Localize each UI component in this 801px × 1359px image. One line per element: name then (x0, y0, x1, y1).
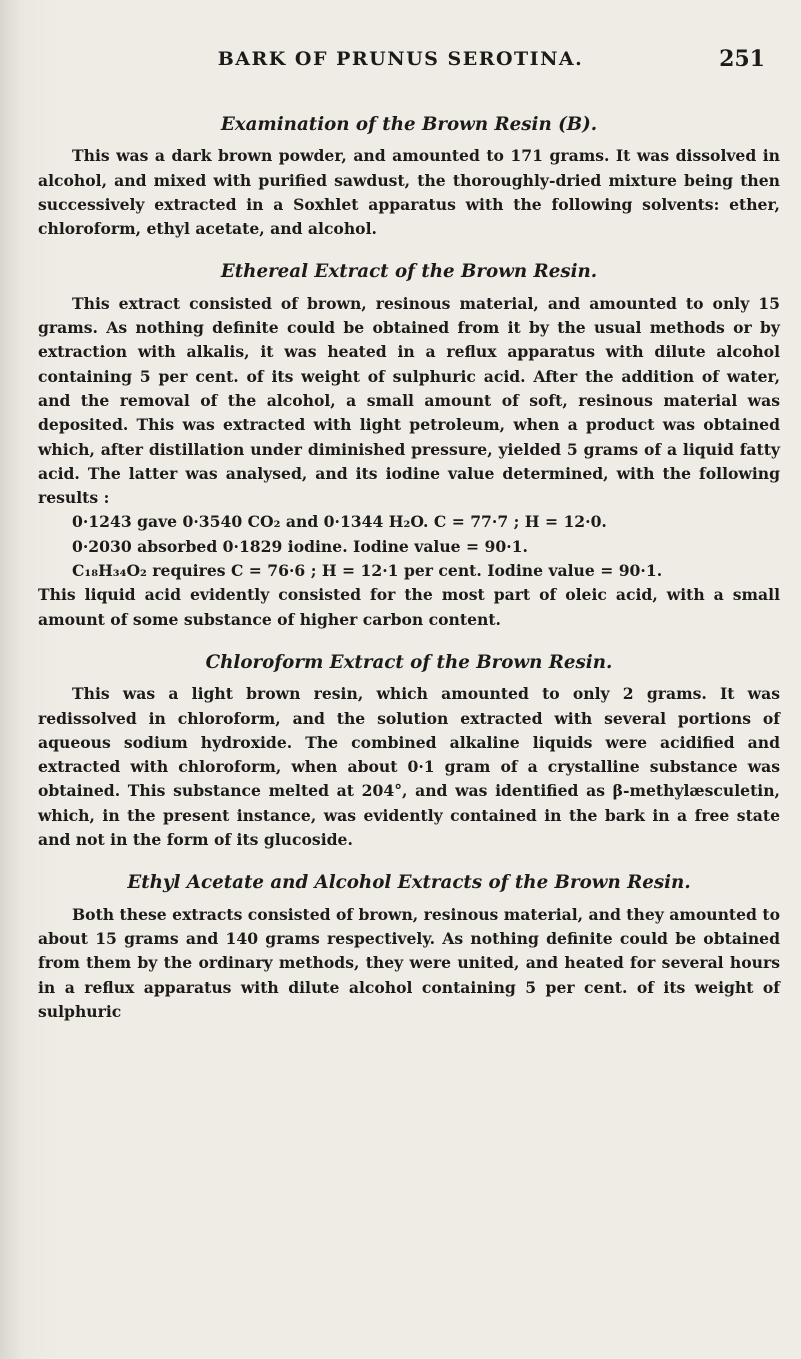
running-head-title: BARK OF PRUNUS SEROTINA. (217, 48, 584, 70)
analysis-line-iodine: 0·2030 absorbed 0·1829 iodine. Iodine value = 90·1. (72, 536, 528, 556)
paragraph-ethyl-acetate-alcohol: Both these extracts consisted of brown, resinous material, and they amounted to about 15 grams and 140 grams respectively. As nothing definite could be obtained from them by the ordinary methods, they were united, and heated for several hours in a reflux apparatus with dilute alcohol containing 5 per cent. of its weight of sulphuric (38, 904, 780, 1021)
paragraph-ethereal-extract: This extract consisted of brown, resinous material, and amounted to only 15 grams. As nothing definite could be obtained from it by the usual methods or by extraction with alkalis, it was heated in a reflux apparatus with dilute alcohol containing 5 per cent. of its weight of sulphuric acid. After the addition of water, and the removal of the alcohol, a small amount of soft, resinous material was deposited. This was extracted with light petroleum, when a product was obtained which, after distillation under diminished pressure, yielded 5 grams of a liquid fatty acid. The latter was analysed, and its iodine value determined, with the following results : (38, 293, 780, 508)
section-heading-chloroform-extract: Chloroform Extract of the Brown Resin. (205, 651, 613, 673)
paragraph-chloroform-extract: This was a light brown resin, which amounted to only 2 grams. It was redissolved in chloroform, and the solution extracted with several portions of aqueous sodium hydroxide. The combined alkaline liquids were acidified and extracted with chloroform, when about 0·1 gram of a crystalline substance was obtained. This substance melted at 204°, and was identified as β-methylæsculetin, which, in the present instance, was evidently contained in the bark in a free state and not in the form of its glucoside. (38, 684, 780, 850)
paragraph-oleic-acid-conclusion: This liquid acid evidently consisted for the most part of oleic acid, with a small amount of some substance of higher carbon content. (38, 585, 780, 629)
page-number: 251 (719, 46, 765, 72)
body-text (38, 113, 780, 1024)
running-head (0, 48, 801, 78)
section-heading-brown-resin: Examination of the Brown Resin (B). (220, 114, 598, 135)
paragraph-brown-resin: This was a dark brown powder, and amounted to 171 grams. It was dissolved in alcohol, and mixed with purified sawdust, the thoroughly-dried mixture being then successively extracted in a Soxhlet apparatus with the following solvents: ether, chloroform, ethyl acetate, and alcohol. (38, 146, 780, 239)
section-heading-ethyl-acetate-alcohol: Ethyl Acetate and Alcohol Extracts of the Brown Resin. (127, 872, 691, 894)
section-heading-ethereal-extract: Ethereal Extract of the Brown Resin. (220, 261, 598, 283)
analysis-line-combustion: 0·1243 gave 0·3540 CO₂ and 0·1344 H₂O. C = 77·7 ; H = 12·0. (72, 512, 607, 532)
analysis-line-calculated: C₁₈H₃₄O₂ requires C = 76·6 ; H = 12·1 per cent. Iodine value = 90·1. (72, 561, 663, 581)
